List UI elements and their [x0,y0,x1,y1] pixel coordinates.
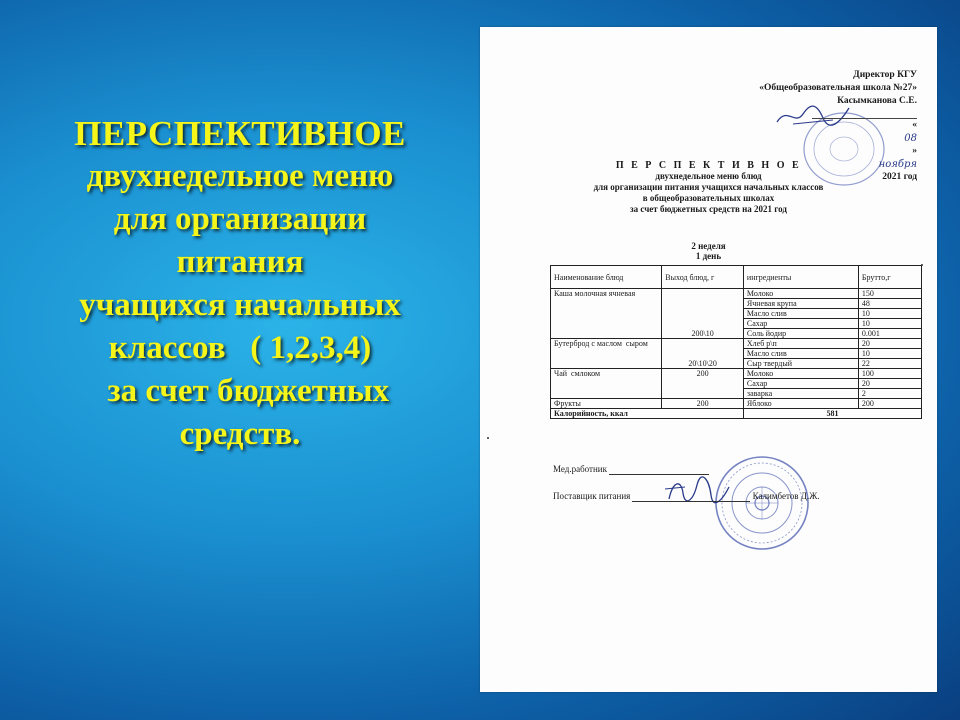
ingredient: Сахар [743,319,858,329]
calorie-label: Калорийность, ккал [551,409,744,419]
dish-output: 200 [662,399,744,409]
scan-speck [921,264,923,266]
medic-row [553,463,820,475]
slide-title [40,112,440,456]
scan-speck [487,437,489,439]
brutto: 48 [858,299,921,309]
ingredient: Масло слив [743,309,858,319]
signature-block [553,463,820,502]
header-dish: Наименование блюд [551,266,662,289]
title-line: питания [176,244,304,280]
supplier-name: Калимбетов Д.Ж. [752,491,820,501]
brutto: 2 [858,389,921,399]
week-day-label [480,241,937,261]
dish-output: 200 [662,369,744,399]
approval-date-month: ноября [878,159,917,170]
dish-name: Фрукты [551,399,662,409]
table-row [551,369,922,379]
medic-label: Мед.работник [553,464,607,474]
ingredient: Яблоко [743,399,858,409]
table-row [551,399,922,409]
brutto: 10 [858,349,921,359]
ingredient: Масло слив [743,349,858,359]
ingredient: Хлеб р\п [743,339,858,349]
table-header-row [551,266,922,289]
dish-output: 20\10\20 [662,339,744,369]
ingredient: Ячневая крупа [743,299,858,309]
ingredient: Соль йодир [743,329,858,339]
supplier-label: Поставщик питания [553,491,631,501]
ingredient: Сыр твердый [743,359,858,369]
approval-date-year: 2021 год [882,172,917,182]
medic-signature-line [609,466,709,475]
supplier-signature-line [632,493,750,502]
brutto: 22 [858,359,921,369]
approval-date-day: 08 [904,133,917,144]
document-title [480,160,937,215]
title-line: средств. [179,416,301,452]
dish-output: 200\10 [662,289,744,339]
calorie-row [551,409,922,419]
brutto: 10 [858,319,921,329]
brutto: 20 [858,339,921,349]
table-row [551,289,922,299]
title-line: классов ( 1,2,3,4) [108,330,372,366]
brutto: 200 [858,399,921,409]
document-subtitle: двухнедельное меню блюд [655,171,762,181]
approval-director: Директор КГУ [853,70,917,80]
scanned-document [480,27,937,692]
title-line: учащихся начальных [79,287,401,323]
title-line: для организации [113,201,367,237]
ingredient: Сахар [743,379,858,389]
title-line: двухнедельное меню [86,158,394,194]
brutto: 100 [858,369,921,379]
week-label: 2 неделя [691,241,726,251]
approval-signature-line [812,108,917,119]
approval-school: «Общеобразовательная школа №27» [759,83,917,93]
supplier-row [553,490,820,502]
brutto: 0.001 [858,329,921,339]
header-output: Выход блюд, г [662,266,744,289]
approval-name: Касымканова С.Е. [837,96,917,106]
table-row [551,339,922,349]
brutto: 10 [858,309,921,319]
title-line: за счет бюджетных [90,373,390,409]
ingredient: заварка [743,389,858,399]
ingredient: Молоко [743,289,858,299]
document-subtitle: в общеобразовательных школах [642,193,775,203]
dish-name: Чай смлоком [551,369,662,399]
header-ingredients: ингредиенты [743,266,858,289]
header-brutto: Брутто,г [858,266,921,289]
document-heading: П Е Р С П Е К Т И В Н О Е [615,160,802,171]
brutto: 150 [858,289,921,299]
dish-name: Бутерброд с маслом сыром [551,339,662,369]
document-subtitle: за счет бюджетных средств на 2021 год [630,204,787,214]
brutto: 20 [858,379,921,389]
ingredient: Молоко [743,369,858,379]
dish-name: Каша молочная ячневая [551,289,662,339]
approval-date: « 08 » ноября 2021 год [759,119,917,184]
title-line: ПЕРСПЕКТИВНОЕ [74,114,406,153]
menu-table [550,265,922,419]
calorie-value: 581 [743,409,921,419]
document-subtitle: для организации питания учащихся начальных классов [593,182,824,192]
day-label: 1 день [695,251,722,261]
